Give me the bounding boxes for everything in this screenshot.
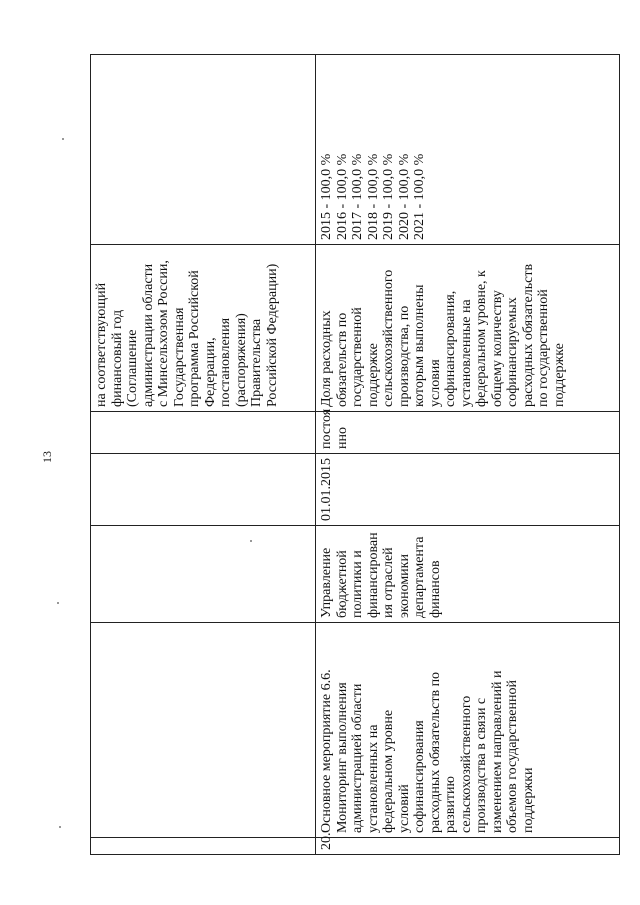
cell-values [316,55,620,245]
table-row-20 [316,55,620,855]
cell-start-date [316,454,620,526]
activities-table [90,54,620,855]
cell-basis-continuation [91,245,316,412]
cell-term [316,408,620,454]
values-text: 2015 - 100,0 % 2016 - 100,0 % 2017 - 100,0 % 2018 - 100,0 % 2019 - 100,0 % 2020 - 100,0 % 2021 - 100,0 % [319,153,427,240]
start-date-text: 01.01.2015 [319,458,334,521]
table-row-continuation [91,55,316,855]
cell-activity [316,623,620,838]
executor-text: Управление бюджетной политики и финансирован ия отраслей экономики департамента финансов [319,532,443,618]
page-number: 13 [40,451,54,463]
activity-text: Основное мероприятие 6.6. Мониторинг выполнения администрацией области установленных на федеральном уровне условий софинансирования расходных обязательств по развитию сельскохозяйственного производства в связи с изменением направлений и объемов государственной поддержки [319,669,536,833]
scan-speck [59,826,61,828]
scan-speck [250,540,252,542]
scan-speck [57,602,59,604]
indicator-text: Доля расходных обязательств по государственной поддержке сельскохозяйственного производства, по которым выполнены условия софинансирования, установленные на федеральном уровне, к общему количеству софинансируемых расходных обязательств по государственной поддержке [319,263,567,407]
cell-number [316,832,620,855]
cell-start-empty [91,454,316,526]
basis-text: на соответствующий финансовый год (Соглашение администрации области с Минсельхозом России, Государственная программа Российской Федерации, постановления (распоряжения) Правительства Российской Федерации) [94,260,280,407]
row-number: 20. [319,832,334,850]
cell-number-empty [91,838,316,855]
scan-speck [62,138,64,140]
cell-indicator [316,245,620,412]
rotated-table [90,55,605,855]
cell-executor-empty [91,526,316,623]
cell-term-empty [91,412,316,454]
cell-activity-empty [91,623,316,838]
cell-values-empty [91,55,316,245]
term-text: постоя нно [319,408,350,449]
cell-executor [316,526,620,623]
